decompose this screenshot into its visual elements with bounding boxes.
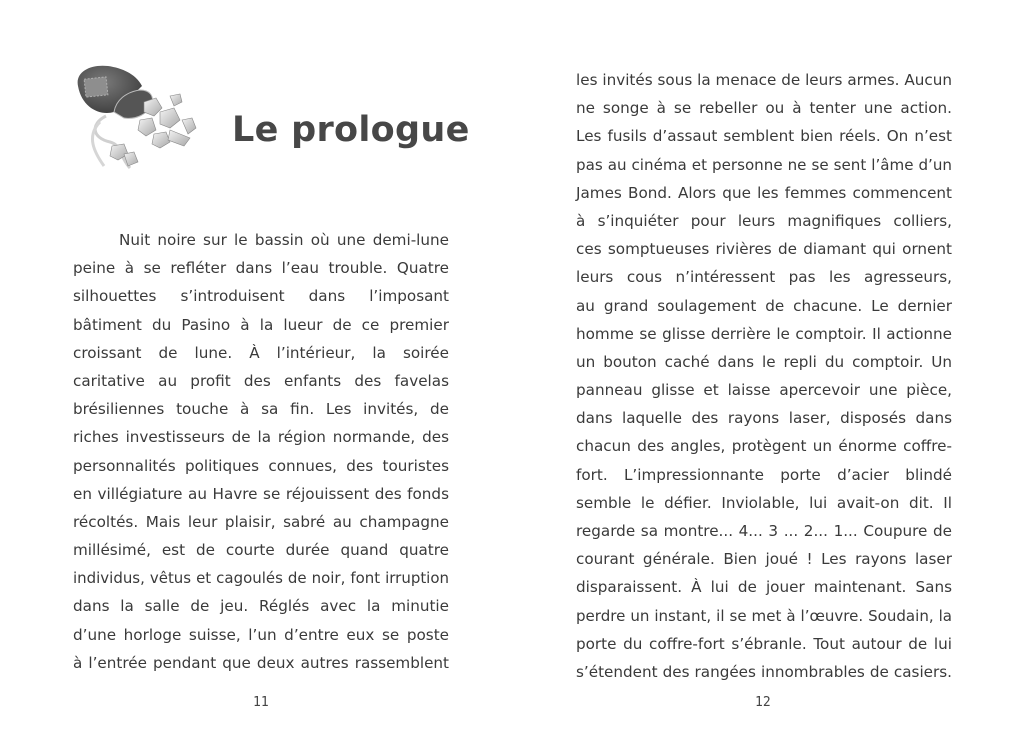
text-line: James Bond. Alors que les femmes commencent: [576, 183, 952, 202]
text-line: les invités sous la menace de leurs armes. Aucun: [576, 71, 952, 89]
text-line: pas au cinéma et personne ne se sent l’âme d’un: [576, 155, 952, 174]
page-number: 11: [253, 695, 269, 710]
text-line: Nuit noire sur le bassin où une demi-lune: [119, 231, 449, 249]
text-line: homme se glisse derrière le comptoir. Il actionne: [576, 324, 952, 343]
text-line: un bouton caché dans le repli du comptoir. Un: [576, 352, 952, 371]
left-page-body: [73, 226, 449, 677]
text-line: à l’entrée pendant que deux autres rassemblent: [73, 653, 449, 672]
chapter-title: Le prologue: [232, 110, 470, 150]
text-line: caritative au profit des enfants des favelas: [73, 371, 449, 390]
text-line: ces somptueuses rivières de diamant qui ornent: [576, 240, 952, 259]
text-line: regarde sa montre... 4... 3 ... 2... 1... Coupure de: [576, 522, 952, 540]
text-line: fort. L’impressionnante porte d’acier blindé: [576, 465, 952, 484]
page-number: 12: [755, 695, 771, 710]
text-line: récoltés. Mais leur plaisir, sabré au champagne: [73, 512, 449, 531]
text-line: dans laquelle des rayons laser, disposés dans: [576, 409, 952, 428]
text-line: courant générale. Bien joué ! Les rayons laser: [576, 550, 952, 569]
text-line: d’une horloge suisse, l’un d’entre eux se poste: [73, 625, 449, 644]
text-line: bâtiment du Pasino à la lueur de ce premier: [73, 315, 449, 334]
text-line: semble le défier. Inviolable, lui avait-on dit. Il: [576, 493, 952, 512]
text-line: peine à se refléter dans l’eau trouble. Quatre: [73, 259, 449, 278]
text-line: dans la salle de jeu. Réglés avec la minutie: [73, 597, 449, 616]
text-line: brésiliennes touche à sa fin. Les invités, de: [73, 400, 449, 419]
text-line: à s’inquiéter pour leurs magnifiques colliers,: [576, 211, 952, 230]
right-page-body: [576, 66, 952, 686]
text-line: personnalités politiques connues, des touristes: [73, 456, 449, 475]
text-line: en villégiature au Havre se réjouissent des fonds: [73, 484, 449, 503]
text-line: disparaissent. À lui de jouer maintenant. Sans: [576, 578, 952, 597]
text-line: silhouettes s’introduisent dans l’imposant: [73, 287, 449, 306]
chapter-header: [70, 58, 470, 178]
text-line: perdre un instant, il se met à l’œuvre. Soudain, la: [576, 606, 952, 625]
text-line: panneau glisse et laisse apercevoir une pièce,: [576, 381, 952, 400]
text-line: leurs cous n’intéressent pas les agresseurs,: [576, 268, 952, 287]
text-line: chacun des angles, protègent un énorme coffre-: [576, 437, 952, 456]
text-line: porte du coffre-fort s’ébranle. Tout autour de lui: [576, 634, 952, 653]
text-line: s’étendent des rangées innombrables de casiers.: [576, 662, 952, 681]
text-line: riches investisseurs de la région normande, des: [73, 428, 449, 447]
text-line: Les fusils d’assaut semblent bien réels. On n’est: [576, 127, 952, 146]
text-line: croissant de lune. À l’intérieur, la soirée: [73, 343, 449, 362]
text-line: au grand soulagement de chacune. Le dernier: [576, 296, 952, 315]
text-line: millésimé, est de courte durée quand quatre: [73, 541, 449, 560]
text-line: ne songe à se rebeller ou à tenter une action.: [576, 99, 952, 118]
text-line: individus, vêtus et cagoulés de noir, font irruption: [73, 569, 449, 588]
jewel-bag-icon: [70, 58, 210, 178]
